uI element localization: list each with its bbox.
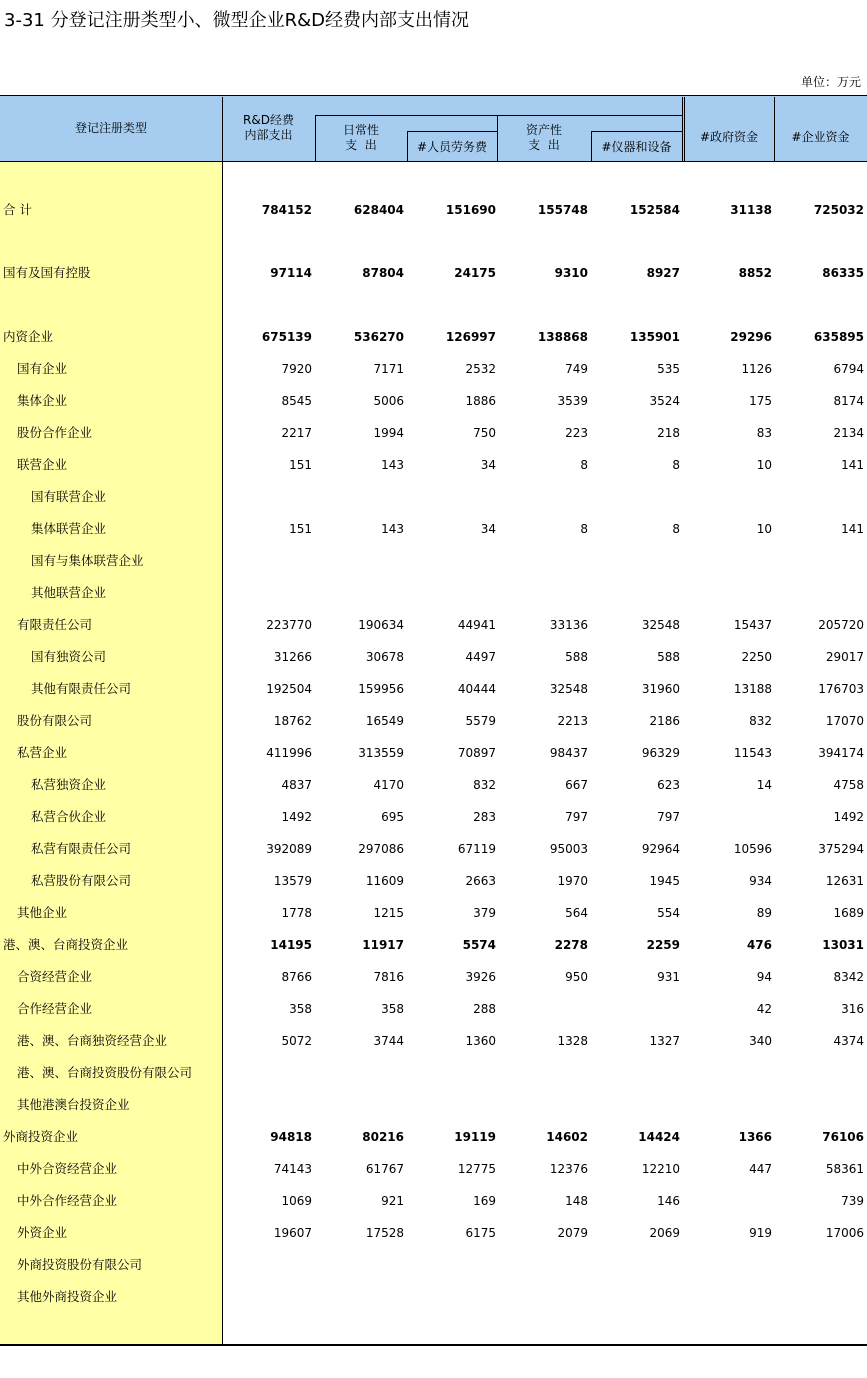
cell-value: 17070	[825, 714, 864, 728]
cell-value: 316	[841, 1002, 864, 1016]
cell-value: 1328	[557, 1034, 588, 1048]
cell-value: 411996	[266, 746, 312, 760]
cell-value: 358	[289, 1002, 312, 1016]
cell-value: 623	[657, 778, 680, 792]
table-row	[0, 386, 867, 416]
cell-value: 141	[841, 458, 864, 472]
cell-value: 218	[657, 426, 680, 440]
cell-value: 536270	[353, 330, 404, 344]
cell-value: 11543	[733, 746, 772, 760]
row-label: 联营企业	[17, 457, 68, 472]
cell-value: 1778	[281, 906, 312, 920]
cell-value: 1492	[281, 810, 312, 824]
header-sub-rule-equip	[591, 131, 683, 132]
row-label: 中外合资经营企业	[17, 1161, 118, 1176]
row-label: 股份合作企业	[17, 425, 93, 440]
cell-value: 2259	[646, 938, 680, 952]
page-title: 3-31 分登记注册类型小、微型企业R&D经费内部支出情况	[4, 10, 469, 31]
cell-value: 784152	[261, 203, 312, 217]
cell-value: 31960	[641, 682, 680, 696]
cell-value: 14424	[638, 1130, 680, 1144]
header-registration-type: 登记注册类型	[74, 121, 147, 135]
cell-value: 169	[473, 1194, 496, 1208]
row-label: 国有与集体联营企业	[31, 553, 144, 568]
cell-value: 2069	[649, 1226, 680, 1240]
table-row	[0, 418, 867, 448]
cell-value: 931	[657, 970, 680, 984]
cell-value: 797	[657, 810, 680, 824]
table-row	[0, 962, 867, 992]
cell-value: 205720	[818, 618, 864, 632]
table-row	[0, 450, 867, 480]
table-row	[0, 642, 867, 672]
table-row	[0, 994, 867, 1024]
cell-value: 950	[565, 970, 588, 984]
cell-value: 2213	[557, 714, 588, 728]
cell-value: 176703	[818, 682, 864, 696]
cell-value: 375294	[818, 842, 864, 856]
unit-label: 单位：万元	[800, 75, 861, 89]
cell-value: 151	[289, 458, 312, 472]
cell-value: 31138	[730, 203, 772, 217]
cell-value: 80216	[362, 1130, 404, 1144]
row-label: 私营企业	[17, 745, 68, 760]
row-label: 集体企业	[17, 393, 68, 408]
cell-value: 3926	[465, 970, 496, 984]
table-bottom-rule	[0, 1344, 867, 1346]
cell-value: 8	[580, 458, 588, 472]
cell-value: 95003	[549, 842, 588, 856]
row-label: 合 计	[3, 202, 32, 217]
cell-value: 1886	[465, 394, 496, 408]
cell-value: 18762	[273, 714, 312, 728]
cell-value: 288	[473, 1002, 496, 1016]
cell-value: 588	[657, 650, 680, 664]
cell-value: 223	[565, 426, 588, 440]
cell-value: 7920	[281, 362, 312, 376]
cell-value: 739	[841, 1194, 864, 1208]
cell-value: 8545	[281, 394, 312, 408]
cell-value: 24175	[454, 266, 496, 280]
header-bottom-rule	[0, 161, 867, 162]
cell-value: 394174	[818, 746, 864, 760]
cell-value: 5574	[462, 938, 496, 952]
cell-value: 141	[841, 522, 864, 536]
row-label: 私营股份有限公司	[31, 873, 132, 888]
cell-value: 8927	[646, 266, 680, 280]
row-label: 其他有限责任公司	[31, 681, 132, 696]
header-enterprise-funds: #企业资金	[791, 130, 850, 144]
cell-value: 83	[756, 426, 772, 440]
cell-value: 1360	[465, 1034, 496, 1048]
cell-value: 313559	[358, 746, 404, 760]
cell-value: 8	[580, 522, 588, 536]
cell-value: 919	[749, 1226, 772, 1240]
cell-value: 159956	[358, 682, 404, 696]
row-label: 私营有限责任公司	[31, 841, 132, 856]
cell-value: 16549	[365, 714, 404, 728]
cell-value: 4837	[281, 778, 312, 792]
row-label: 港、澳、台商投资企业	[3, 937, 129, 952]
cell-value: 8174	[833, 394, 864, 408]
row-label: 合资经营企业	[17, 969, 93, 984]
cell-value: 8342	[833, 970, 864, 984]
table-row	[0, 898, 867, 928]
cell-value: 92964	[641, 842, 680, 856]
row-label: 国有联营企业	[31, 489, 107, 504]
table-row	[0, 866, 867, 896]
cell-value: 9310	[554, 266, 588, 280]
cell-value: 447	[749, 1162, 772, 1176]
cell-value: 11917	[362, 938, 404, 952]
row-label: 外商投资股份有限公司	[17, 1257, 143, 1272]
cell-value: 31266	[273, 650, 312, 664]
row-label: 国有企业	[17, 361, 68, 376]
cell-value: 40444	[457, 682, 496, 696]
row-label: 其他外商投资企业	[17, 1289, 118, 1304]
cell-value: 15437	[733, 618, 772, 632]
cell-value: 832	[749, 714, 772, 728]
table-row	[0, 802, 867, 832]
cell-value: 152584	[629, 203, 680, 217]
row-label: 其他联营企业	[31, 585, 107, 600]
cell-value: 1126	[741, 362, 772, 376]
table-row	[0, 610, 867, 640]
cell-value: 74143	[273, 1162, 312, 1176]
cell-value: 29296	[730, 330, 772, 344]
cell-value: 5006	[373, 394, 404, 408]
table-row	[0, 1282, 867, 1312]
cell-value: 76106	[822, 1130, 864, 1144]
cell-value: 155748	[537, 203, 588, 217]
cell-value: 675139	[261, 330, 312, 344]
cell-value: 2278	[554, 938, 588, 952]
row-label: 外商投资企业	[3, 1129, 79, 1144]
cell-value: 13031	[822, 938, 864, 952]
cell-value: 4497	[465, 650, 496, 664]
table-row	[0, 738, 867, 768]
cell-value: 797	[565, 810, 588, 824]
table-row	[0, 354, 867, 384]
cell-value: 1945	[649, 874, 680, 888]
cell-value: 10	[756, 458, 772, 472]
cell-value: 13188	[733, 682, 772, 696]
cell-value: 12631	[825, 874, 864, 888]
cell-value: 7171	[373, 362, 404, 376]
cell-value: 1492	[833, 810, 864, 824]
cell-value: 94818	[270, 1130, 312, 1144]
cell-value: 10596	[733, 842, 772, 856]
cell-value: 4758	[833, 778, 864, 792]
row-label: 有限责任公司	[17, 617, 93, 632]
cell-value: 148	[565, 1194, 588, 1208]
table-row	[0, 674, 867, 704]
table-row	[0, 1026, 867, 1056]
cell-value: 13579	[273, 874, 312, 888]
table-row	[0, 1058, 867, 1088]
table-row	[0, 195, 867, 225]
table-row	[0, 546, 867, 576]
table-row	[0, 1090, 867, 1120]
cell-value: 4170	[373, 778, 404, 792]
cell-value: 5072	[281, 1034, 312, 1048]
cell-value: 5579	[465, 714, 496, 728]
cell-value: 749	[565, 362, 588, 376]
cell-value: 175	[749, 394, 772, 408]
cell-value: 151	[289, 522, 312, 536]
cell-value: 2186	[649, 714, 680, 728]
row-label: 合作经营企业	[17, 1001, 93, 1016]
table-row	[0, 258, 867, 288]
cell-value: 8	[672, 458, 680, 472]
cell-value: 87804	[362, 266, 404, 280]
table-row	[0, 482, 867, 512]
row-label: 集体联营企业	[31, 521, 107, 536]
cell-value: 1215	[373, 906, 404, 920]
cell-value: 14195	[270, 938, 312, 952]
cell-value: 151690	[445, 203, 496, 217]
cell-value: 695	[381, 810, 404, 824]
cell-value: 3524	[649, 394, 680, 408]
cell-value: 30678	[365, 650, 404, 664]
cell-value: 19607	[273, 1226, 312, 1240]
cell-value: 70897	[457, 746, 496, 760]
cell-value: 96329	[641, 746, 680, 760]
cell-value: 1689	[833, 906, 864, 920]
row-label: 其他港澳台投资企业	[17, 1097, 130, 1112]
cell-value: 476	[746, 938, 772, 952]
cell-value: 33136	[549, 618, 588, 632]
cell-value: 29017	[825, 650, 864, 664]
table-row	[0, 578, 867, 608]
cell-value: 588	[565, 650, 588, 664]
cell-value: 135901	[629, 330, 680, 344]
cell-value: 358	[381, 1002, 404, 1016]
header-divider	[682, 97, 683, 162]
cell-value: 32548	[549, 682, 588, 696]
header-mid-rule	[315, 115, 683, 116]
row-label: 其他企业	[17, 905, 68, 920]
cell-value: 297086	[358, 842, 404, 856]
table-row	[0, 1250, 867, 1280]
cell-value: 3539	[557, 394, 588, 408]
cell-value: 4374	[833, 1034, 864, 1048]
table-row	[0, 1218, 867, 1248]
row-label: 外资企业	[17, 1225, 68, 1240]
cell-value: 2250	[741, 650, 772, 664]
cell-value: 554	[657, 906, 680, 920]
row-label: 内资企业	[3, 329, 54, 344]
table-row	[0, 514, 867, 544]
cell-value: 340	[749, 1034, 772, 1048]
cell-value: 8852	[738, 266, 772, 280]
cell-value: 392089	[266, 842, 312, 856]
cell-value: 1994	[373, 426, 404, 440]
header-equipment: #仪器和设备	[601, 140, 672, 154]
cell-value: 8766	[281, 970, 312, 984]
cell-value: 67119	[457, 842, 496, 856]
cell-value: 94	[756, 970, 772, 984]
cell-value: 7816	[373, 970, 404, 984]
cell-value: 44941	[457, 618, 496, 632]
cell-value: 750	[473, 426, 496, 440]
cell-value: 143	[381, 522, 404, 536]
row-label: 国有独资公司	[31, 649, 107, 664]
cell-value: 921	[381, 1194, 404, 1208]
cell-value: 2663	[465, 874, 496, 888]
cell-value: 1069	[281, 1194, 312, 1208]
cell-value: 98437	[549, 746, 588, 760]
cell-value: 564	[565, 906, 588, 920]
cell-value: 12775	[457, 1162, 496, 1176]
cell-value: 3744	[373, 1034, 404, 1048]
header-rd-expenditure: R&D经费 内部支出	[243, 113, 294, 142]
cell-value: 2532	[465, 362, 496, 376]
cell-value: 379	[473, 906, 496, 920]
cell-value: 97114	[270, 266, 312, 280]
table-row	[0, 834, 867, 864]
cell-value: 12210	[641, 1162, 680, 1176]
cell-value: 14	[756, 778, 772, 792]
cell-value: 934	[749, 874, 772, 888]
row-label: 私营合伙企业	[31, 809, 107, 824]
cell-value: 58361	[825, 1162, 864, 1176]
cell-value: 725032	[813, 203, 864, 217]
table-row	[0, 930, 867, 960]
cell-value: 2079	[557, 1226, 588, 1240]
cell-value: 34	[480, 458, 496, 472]
row-label: 中外合作经营企业	[17, 1193, 118, 1208]
cell-value: 32548	[641, 618, 680, 632]
cell-value: 6794	[833, 362, 864, 376]
table-row	[0, 1186, 867, 1216]
cell-value: 86335	[822, 266, 864, 280]
cell-value: 190634	[358, 618, 404, 632]
table-row	[0, 706, 867, 736]
table-row	[0, 1122, 867, 1152]
cell-value: 283	[473, 810, 496, 824]
cell-value: 17006	[825, 1226, 864, 1240]
table-row	[0, 322, 867, 352]
cell-value: 1327	[649, 1034, 680, 1048]
cell-value: 6175	[465, 1226, 496, 1240]
header-labor-cost: #人员劳务费	[416, 140, 488, 154]
cell-value: 832	[473, 778, 496, 792]
cell-value: 8	[672, 522, 680, 536]
row-label: 私营独资企业	[31, 777, 107, 792]
cell-value: 143	[381, 458, 404, 472]
cell-value: 628404	[353, 203, 404, 217]
cell-value: 535	[657, 362, 680, 376]
cell-value: 192504	[266, 682, 312, 696]
cell-value: 61767	[365, 1162, 404, 1176]
header-government-funds: #政府资金	[699, 130, 759, 144]
cell-value: 34	[480, 522, 496, 536]
cell-value: 89	[756, 906, 772, 920]
cell-value: 138868	[537, 330, 588, 344]
cell-value: 12376	[549, 1162, 588, 1176]
cell-value: 667	[565, 778, 588, 792]
cell-value: 2217	[281, 426, 312, 440]
cell-value: 10	[756, 522, 772, 536]
cell-value: 635895	[813, 330, 864, 344]
cell-value: 126997	[445, 330, 496, 344]
header-daily-expenditure: 日常性 支 出	[342, 123, 379, 152]
cell-value: 11609	[365, 874, 404, 888]
table-row	[0, 1154, 867, 1184]
row-label: 港、澳、台商独资经营企业	[17, 1033, 168, 1048]
cell-value: 1970	[557, 874, 588, 888]
cell-value: 42	[756, 1002, 772, 1016]
cell-value: 17528	[365, 1226, 404, 1240]
header-sub-rule-labor	[407, 131, 497, 132]
row-label: 国有及国有控股	[3, 265, 91, 280]
cell-value: 19119	[454, 1130, 496, 1144]
cell-value: 146	[657, 1194, 680, 1208]
cell-value: 14602	[546, 1130, 588, 1144]
cell-value: 2134	[833, 426, 864, 440]
cell-value: 223770	[266, 618, 312, 632]
cell-value: 1366	[738, 1130, 772, 1144]
header-asset-expenditure: 资产性 支 出	[525, 123, 562, 152]
row-label: 港、澳、台商投资股份有限公司	[17, 1065, 193, 1080]
table-row	[0, 770, 867, 800]
row-label: 股份有限公司	[17, 713, 93, 728]
